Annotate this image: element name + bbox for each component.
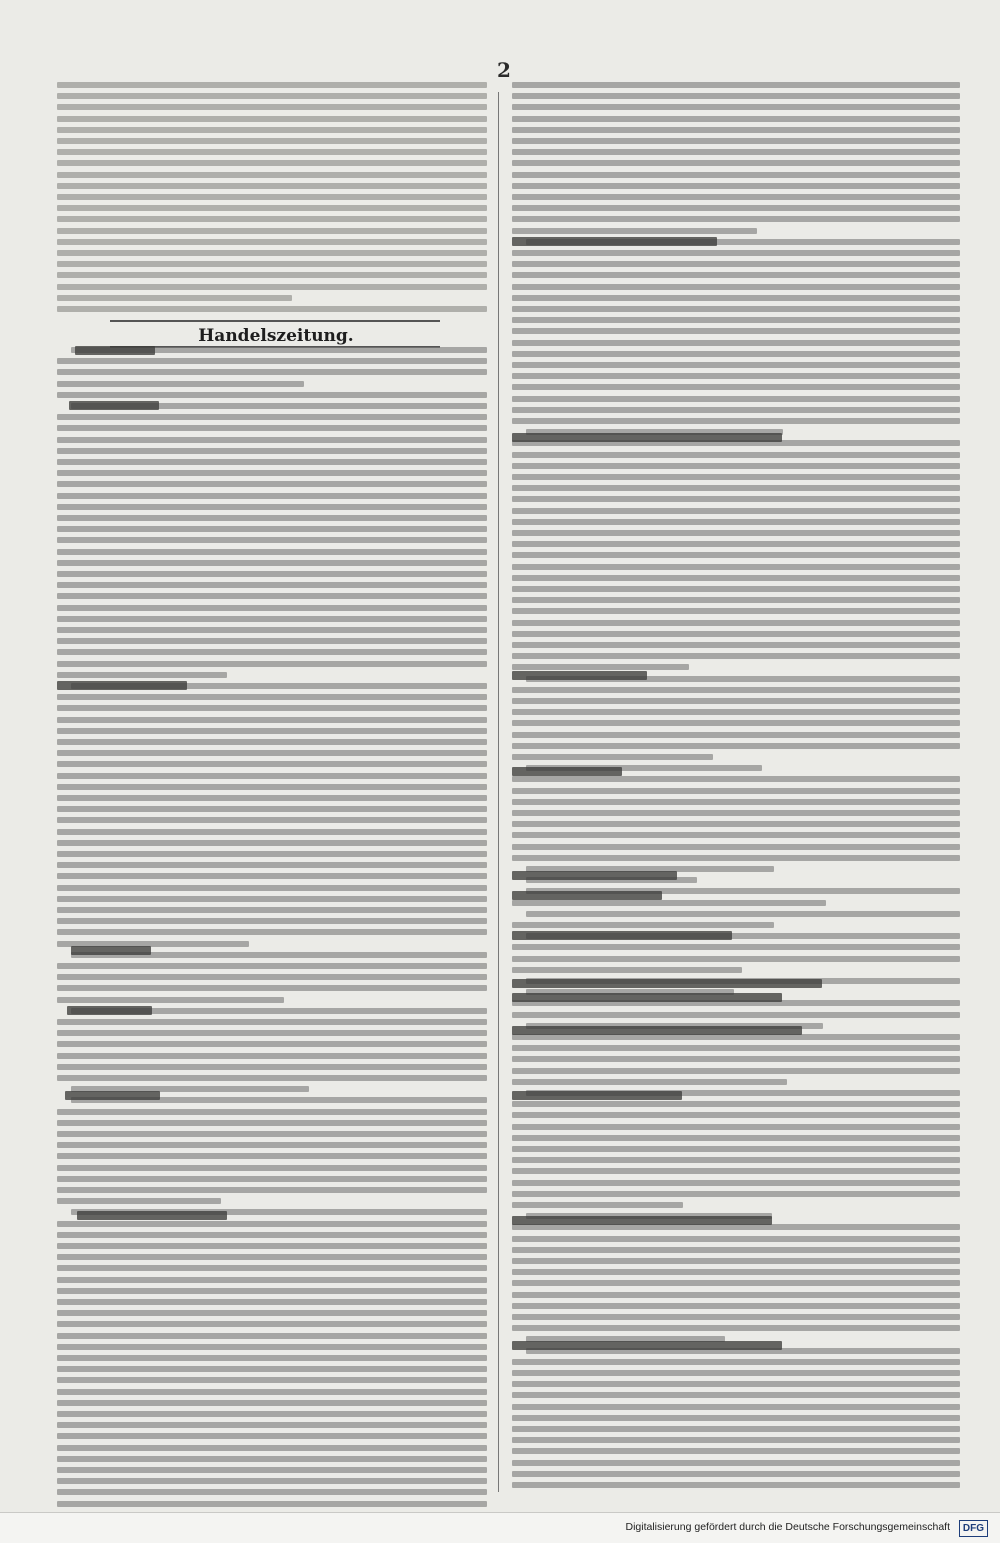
text-line [512, 508, 960, 514]
text-line [57, 1109, 487, 1115]
text-line [57, 1120, 487, 1126]
text-line [512, 1146, 960, 1152]
text-line [57, 250, 487, 256]
text-line [57, 1400, 487, 1406]
text-line [512, 1415, 960, 1421]
bold-subheading [512, 767, 622, 776]
text-line [512, 463, 960, 469]
text-line [57, 1501, 487, 1507]
text-line [57, 661, 487, 667]
text-line [57, 526, 487, 532]
text-line [512, 855, 960, 861]
text-line [57, 127, 487, 133]
text-line [57, 1422, 487, 1428]
text-line [57, 149, 487, 155]
text-line [512, 541, 960, 547]
text-line [512, 1448, 960, 1454]
text-line [512, 922, 774, 928]
text-line [57, 1310, 487, 1316]
text-line [512, 631, 960, 637]
text-line [57, 138, 487, 144]
text-line [57, 272, 487, 278]
text-line [512, 1180, 960, 1186]
text-line [57, 1489, 487, 1495]
text-line [57, 448, 487, 454]
text-line [512, 743, 960, 749]
text-line [512, 373, 960, 379]
text-line [512, 116, 960, 122]
text-line [512, 1292, 960, 1298]
text-line [57, 216, 487, 222]
text-line [57, 784, 487, 790]
text-line [57, 1299, 487, 1305]
text-line [57, 851, 487, 857]
text-line [57, 616, 487, 622]
text-line [512, 653, 960, 659]
text-line [512, 1471, 960, 1477]
text-line [57, 582, 487, 588]
text-line [57, 228, 487, 234]
text-line [57, 1467, 487, 1473]
text-line [57, 381, 304, 387]
text-line [57, 717, 487, 723]
digitization-footer [0, 1512, 1000, 1543]
text-line [512, 1359, 960, 1365]
text-line [512, 1068, 960, 1074]
text-line [57, 627, 487, 633]
text-line [57, 750, 487, 756]
text-line [57, 160, 487, 166]
text-line [512, 1056, 960, 1062]
text-line [512, 1124, 960, 1130]
text-line [57, 1131, 487, 1137]
text-line [57, 862, 487, 868]
text-line [57, 1433, 487, 1439]
text-line [512, 1482, 960, 1488]
text-line [57, 1456, 487, 1462]
text-line [512, 452, 960, 458]
text-line [512, 698, 960, 704]
text-line [57, 1030, 487, 1036]
text-line [512, 732, 960, 738]
column-divider [498, 92, 499, 1492]
bold-subheading [512, 993, 782, 1002]
text-line [57, 1411, 487, 1417]
text-line [57, 1355, 487, 1361]
text-line [512, 1269, 960, 1275]
text-line [57, 1389, 487, 1395]
text-line [512, 1392, 960, 1398]
text-line [57, 470, 487, 476]
bold-subheading [512, 1341, 782, 1350]
text-line [57, 1254, 487, 1260]
text-line [512, 82, 960, 88]
text-line [512, 832, 960, 838]
text-line [512, 396, 960, 402]
text-line [57, 295, 292, 301]
text-line [512, 586, 960, 592]
text-line [512, 1437, 960, 1443]
bold-subheading [512, 891, 662, 900]
bold-subheading [67, 1006, 152, 1015]
bold-subheading [512, 237, 717, 246]
text-line [512, 328, 960, 334]
text-line [512, 138, 960, 144]
section-heading-handelszeitung: Handelszeitung. [198, 326, 354, 346]
text-line [57, 728, 487, 734]
text-line [512, 160, 960, 166]
text-line [512, 284, 960, 290]
text-line [57, 1041, 487, 1047]
text-line [57, 672, 227, 678]
text-line [512, 250, 960, 256]
text-line [57, 638, 487, 644]
text-line [512, 1258, 960, 1264]
text-line [57, 1187, 487, 1193]
heading-rule-top [110, 320, 440, 322]
text-line [57, 885, 487, 891]
text-line [57, 1344, 487, 1350]
text-line [57, 82, 487, 88]
text-line [512, 844, 960, 850]
text-line [57, 1019, 487, 1025]
text-line [57, 1053, 487, 1059]
bold-subheading [69, 401, 159, 410]
text-line [57, 918, 487, 924]
bold-subheading [71, 946, 151, 955]
bold-subheading [512, 871, 677, 880]
text-line [57, 358, 487, 364]
text-line [512, 575, 960, 581]
text-line [57, 829, 487, 835]
text-line [512, 642, 960, 648]
text-line [512, 664, 689, 670]
bold-subheading [57, 681, 187, 690]
text-line [57, 593, 487, 599]
text-line [57, 172, 487, 178]
text-line [512, 944, 960, 950]
text-line [57, 437, 487, 443]
text-line [57, 997, 284, 1003]
text-line [57, 1243, 487, 1249]
text-line [512, 1280, 960, 1286]
text-line [512, 216, 960, 222]
text-line [512, 127, 960, 133]
text-line [57, 560, 487, 566]
bold-subheading [77, 1211, 227, 1220]
text-line [512, 1101, 960, 1107]
text-line [512, 1202, 683, 1208]
text-line [512, 362, 960, 368]
text-line [57, 649, 487, 655]
bold-subheading [512, 1216, 772, 1225]
text-line [57, 1176, 487, 1182]
text-line [512, 519, 960, 525]
text-line [57, 1198, 221, 1204]
text-line [512, 1404, 960, 1410]
text-line [57, 817, 487, 823]
text-line [512, 530, 960, 536]
text-line [57, 1064, 487, 1070]
text-line [57, 493, 487, 499]
text-line [57, 306, 487, 312]
text-line [512, 183, 960, 189]
text-line [512, 799, 960, 805]
text-line [57, 806, 487, 812]
text-line [512, 317, 960, 323]
text-line [512, 272, 960, 278]
text-line [512, 1168, 960, 1174]
text-line [512, 104, 960, 110]
text-line [57, 1221, 487, 1227]
text-line [512, 228, 757, 234]
text-line [512, 261, 960, 267]
text-line [512, 1426, 960, 1432]
bold-subheading [65, 1091, 160, 1100]
text-line [57, 907, 487, 913]
text-line [512, 1079, 787, 1085]
text-line [57, 205, 487, 211]
text-line [57, 549, 487, 555]
text-line [57, 1165, 487, 1171]
text-line [57, 1153, 487, 1159]
text-line [512, 776, 960, 782]
text-line [512, 788, 960, 794]
text-line [526, 911, 960, 917]
text-line [57, 974, 487, 980]
text-line [512, 1012, 960, 1018]
text-line [512, 967, 742, 973]
text-line [57, 183, 487, 189]
text-line [512, 1045, 960, 1051]
text-line [57, 1277, 487, 1283]
bold-subheading [512, 931, 732, 940]
text-line [512, 496, 960, 502]
text-line [57, 1321, 487, 1327]
text-line [512, 418, 960, 424]
bold-subheading [512, 1026, 802, 1035]
bold-subheading [75, 346, 155, 355]
text-line [512, 149, 960, 155]
text-line [512, 407, 960, 413]
text-line [57, 537, 487, 543]
text-line [57, 1075, 487, 1081]
text-line [512, 821, 960, 827]
text-line [57, 414, 487, 420]
text-line [57, 392, 487, 398]
bold-subheading [512, 979, 822, 988]
text-line [57, 571, 487, 577]
text-line [57, 1265, 487, 1271]
text-line [57, 1478, 487, 1484]
text-line [57, 369, 487, 375]
text-line [512, 620, 960, 626]
text-line [57, 239, 487, 245]
text-line [512, 1325, 960, 1331]
text-line [57, 194, 487, 200]
text-line [57, 985, 487, 991]
text-line [512, 474, 960, 480]
text-line [57, 104, 487, 110]
text-line [512, 1236, 960, 1242]
text-line [512, 687, 960, 693]
text-line [512, 384, 960, 390]
text-line [57, 261, 487, 267]
page-number: 2 [497, 58, 511, 82]
text-line [512, 608, 960, 614]
text-line [512, 956, 960, 962]
bold-subheading [512, 1091, 682, 1100]
text-line [57, 1445, 487, 1451]
text-line [57, 459, 487, 465]
text-line [512, 1381, 960, 1387]
text-line [57, 761, 487, 767]
text-line [57, 963, 487, 969]
text-line [57, 840, 487, 846]
text-line [512, 1191, 960, 1197]
text-line [512, 485, 960, 491]
text-line [57, 1232, 487, 1238]
text-line [57, 1366, 487, 1372]
text-line [512, 194, 960, 200]
dfg-logo: DFG [959, 1520, 988, 1537]
text-line [512, 564, 960, 570]
text-line [512, 205, 960, 211]
text-line [57, 425, 487, 431]
bold-subheading [512, 433, 782, 442]
text-line [57, 504, 487, 510]
text-line [512, 810, 960, 816]
text-line [57, 795, 487, 801]
text-line [57, 929, 487, 935]
text-line [57, 1333, 487, 1339]
text-line [512, 1112, 960, 1118]
text-line [512, 900, 826, 906]
text-line [57, 1377, 487, 1383]
text-line [57, 705, 487, 711]
text-line [512, 306, 960, 312]
text-line [57, 515, 487, 521]
text-line [57, 873, 487, 879]
text-line [512, 93, 960, 99]
text-line [512, 1135, 960, 1141]
bold-subheading [512, 671, 647, 680]
text-line [512, 754, 713, 760]
text-line [512, 1247, 960, 1253]
text-line [512, 340, 960, 346]
text-line [512, 1314, 960, 1320]
text-line [57, 739, 487, 745]
text-line [57, 1142, 487, 1148]
text-line [512, 709, 960, 715]
text-line [512, 172, 960, 178]
text-line [57, 284, 487, 290]
text-line [57, 116, 487, 122]
text-line [57, 694, 487, 700]
text-line [57, 896, 487, 902]
text-line [512, 1303, 960, 1309]
text-line [57, 605, 487, 611]
text-line [512, 720, 960, 726]
text-line [512, 1157, 960, 1163]
footer-credit: Digitalisierung gefördert durch die Deutsche Forschungsgemeinschaft [625, 1521, 950, 1533]
text-line [512, 1370, 960, 1376]
text-line [512, 1460, 960, 1466]
text-line [512, 597, 960, 603]
text-line [57, 1288, 487, 1294]
text-line [57, 93, 487, 99]
text-line [512, 295, 960, 301]
text-line [512, 552, 960, 558]
text-line [512, 351, 960, 357]
text-line [57, 773, 487, 779]
text-line [57, 481, 487, 487]
